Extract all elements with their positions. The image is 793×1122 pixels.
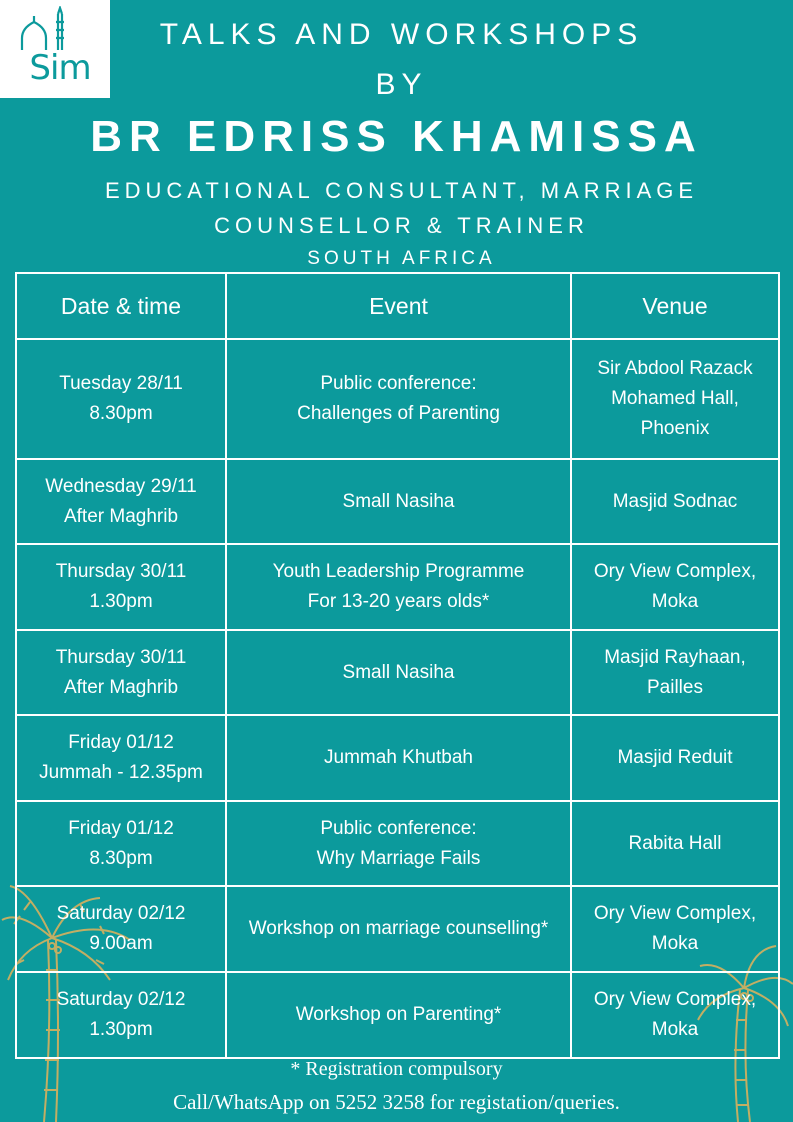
speaker-role-line-2: COUNSELLOR & TRAINER bbox=[214, 213, 589, 238]
time-text: 1.30pm bbox=[89, 591, 153, 612]
venue-text: Phoenix bbox=[640, 418, 710, 439]
event-text: Why Marriage Fails bbox=[316, 847, 481, 869]
date-text: Saturday 02/12 bbox=[56, 903, 186, 924]
time-text: After Maghrib bbox=[63, 505, 179, 527]
venue-cell bbox=[571, 972, 779, 1058]
table-row bbox=[16, 459, 779, 544]
date-cell bbox=[16, 972, 226, 1058]
title-line-2: BY bbox=[375, 68, 428, 101]
venue-text: Ory View Complex, bbox=[593, 561, 757, 582]
date-text: Friday 01/12 bbox=[68, 817, 174, 839]
venue-text: Rabita Hall bbox=[628, 832, 722, 854]
date-cell bbox=[16, 886, 226, 972]
event-cell bbox=[226, 630, 571, 715]
venue-cell bbox=[571, 801, 779, 886]
table-header-row bbox=[16, 273, 779, 339]
event-cell bbox=[226, 886, 571, 972]
event-text: Public conference: bbox=[320, 817, 477, 839]
table-row bbox=[16, 801, 779, 886]
contact-info: Call/WhatsApp on 5252 3258 for registation/queries. bbox=[173, 1090, 620, 1114]
event-text: Public conference: bbox=[320, 373, 477, 394]
event-text: Workshop on marriage counselling* bbox=[248, 918, 549, 939]
date-text: Tuesday 28/11 bbox=[59, 373, 183, 394]
table-row bbox=[16, 544, 779, 630]
event-text: Small Nasiha bbox=[342, 661, 455, 683]
venue-text: Ory View Complex, bbox=[593, 903, 757, 924]
date-text: Saturday 02/12 bbox=[56, 989, 186, 1010]
date-cell bbox=[16, 630, 226, 715]
event-text: Challenges of Parenting bbox=[297, 403, 500, 424]
column-header-date: Date & time bbox=[16, 273, 226, 339]
registration-note: * Registration compulsory bbox=[290, 1058, 503, 1080]
logo-text: Sim bbox=[29, 48, 91, 88]
time-text: 9.00am bbox=[89, 933, 153, 954]
speaker-name: BR EDRISS KHAMISSA bbox=[90, 112, 703, 161]
date-text: Wednesday 29/11 bbox=[45, 475, 197, 497]
table-row bbox=[16, 972, 779, 1058]
venue-text: Mohamed Hall, bbox=[611, 388, 739, 409]
time-text: 1.30pm bbox=[89, 1019, 153, 1040]
event-text: Small Nasiha bbox=[342, 490, 455, 512]
speaker-location: SOUTH AFRICA bbox=[307, 248, 496, 269]
venue-text: Moka bbox=[651, 591, 699, 612]
venue-text: Moka bbox=[651, 933, 699, 954]
time-text: 8.30pm bbox=[89, 403, 153, 424]
venue-text: Masjid Sodnac bbox=[612, 490, 738, 512]
event-cell bbox=[226, 801, 571, 886]
event-cell bbox=[226, 544, 571, 630]
date-cell bbox=[16, 544, 226, 630]
table-row bbox=[16, 886, 779, 972]
date-text: Friday 01/12 bbox=[68, 732, 174, 753]
event-cell bbox=[226, 972, 571, 1058]
schedule-table bbox=[15, 272, 780, 1059]
table-row bbox=[16, 339, 779, 459]
venue-cell bbox=[571, 715, 779, 801]
title-line-1: TALKS AND WORKSHOPS bbox=[159, 18, 644, 51]
venue-cell bbox=[571, 339, 779, 459]
venue-text: Pailles bbox=[647, 676, 703, 698]
event-text: For 13-20 years olds* bbox=[307, 591, 490, 612]
date-text: Thursday 30/11 bbox=[55, 646, 187, 668]
event-cell bbox=[226, 339, 571, 459]
event-cell bbox=[226, 715, 571, 801]
venue-cell bbox=[571, 544, 779, 630]
time-text: Jummah - 12.35pm bbox=[39, 762, 203, 783]
venue-cell bbox=[571, 630, 779, 715]
venue-text: Masjid Reduit bbox=[617, 747, 733, 768]
venue-cell bbox=[571, 886, 779, 972]
column-header-venue: Venue bbox=[571, 273, 779, 339]
date-text: Thursday 30/11 bbox=[55, 561, 187, 582]
table-row bbox=[16, 715, 779, 801]
event-text: Jummah Khutbah bbox=[324, 747, 473, 768]
column-header-event: Event bbox=[226, 273, 571, 339]
venue-text: Ory View Complex, bbox=[593, 989, 757, 1010]
speaker-role-line-1: EDUCATIONAL CONSULTANT, MARRIAGE bbox=[104, 178, 699, 203]
venue-text: Moka bbox=[651, 1019, 699, 1040]
date-cell bbox=[16, 459, 226, 544]
event-text: Workshop on Parenting* bbox=[295, 1004, 502, 1025]
venue-text: Sir Abdool Razack bbox=[597, 358, 753, 379]
event-text: Youth Leadership Programme bbox=[272, 561, 525, 582]
event-cell bbox=[226, 459, 571, 544]
date-cell bbox=[16, 715, 226, 801]
date-cell bbox=[16, 339, 226, 459]
table-row bbox=[16, 630, 779, 715]
date-cell bbox=[16, 801, 226, 886]
venue-cell bbox=[571, 459, 779, 544]
time-text: 8.30pm bbox=[89, 847, 153, 869]
time-text: After Maghrib bbox=[63, 676, 179, 698]
venue-text: Masjid Rayhaan, bbox=[604, 646, 746, 668]
